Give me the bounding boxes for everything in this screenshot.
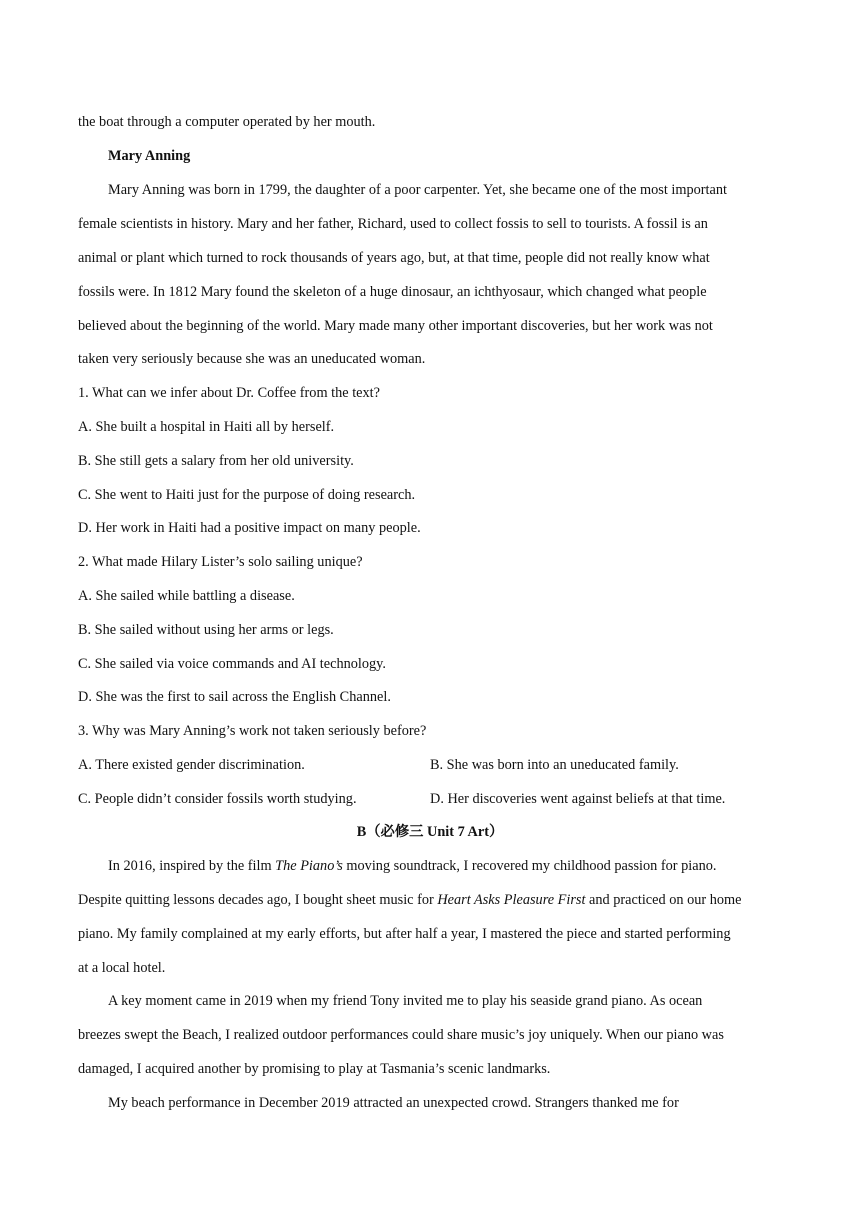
music-title: Heart Asks Pleasure First [437, 892, 586, 908]
paragraph-line: breezes swept the Beach, I realized outdoor performances could share music’s joy uniquely. When our piano was [78, 1027, 724, 1043]
paragraph-line: Mary Anning was born in 1799, the daughter of a poor carpenter. Yet, she became one of the most important [108, 182, 727, 198]
section-heading-mary-anning: Mary Anning [108, 148, 191, 164]
option-1b: B. She still gets a salary from her old university. [78, 453, 354, 469]
paragraph-line: A key moment came in 2019 when my friend Tony invited me to play his seaside grand piano. As ocean [108, 993, 703, 1009]
option-3c: C. People didn’t consider fossils worth studying. [78, 791, 357, 807]
option-3d: D. Her discoveries went against beliefs at that time. [430, 791, 726, 807]
section-b-heading: B（必修三 Unit 7 Art） [356, 824, 504, 840]
question-stem-2: 2. What made Hilary Lister’s solo sailing unique? [78, 554, 363, 570]
paragraph-line: fossils were. In 1812 Mary found the skeleton of a huge dinosaur, an ichthyosaur, which changed what people [78, 284, 707, 300]
paragraph-line: In 2016, inspired by the film The Piano’s moving soundtrack, I recovered my childhood passion for piano. [108, 858, 717, 874]
option-3a: A. There existed gender discrimination. [78, 757, 305, 773]
paragraph-line: female scientists in history. Mary and her father, Richard, used to collect fossis to sell to tourists. A fossil is an [78, 216, 708, 232]
option-3b: B. She was born into an uneducated family. [430, 757, 679, 773]
paragraph-line: the boat through a computer operated by her mouth. [78, 114, 376, 130]
option-2c: C. She sailed via voice commands and AI technology. [78, 656, 386, 672]
option-2d: D. She was the first to sail across the English Channel. [78, 689, 391, 705]
paragraph-line: Despite quitting lessons decades ago, I bought sheet music for Heart Asks Pleasure First and practiced on our home [78, 892, 742, 908]
option-1a: A. She built a hospital in Haiti all by herself. [78, 419, 335, 435]
paragraph-line: My beach performance in December 2019 attracted an unexpected crowd. Strangers thanked me for [108, 1095, 679, 1111]
question-stem-3: 3. Why was Mary Anning’s work not taken seriously before? [78, 723, 427, 739]
option-2a: A. She sailed while battling a disease. [78, 588, 295, 604]
film-title: The Piano’s [275, 858, 343, 874]
paragraph-line: animal or plant which turned to rock thousands of years ago, but, at that time, people did not really know what [78, 250, 710, 266]
option-1c: C. She went to Haiti just for the purpose of doing research. [78, 487, 416, 503]
paragraph-line: piano. My family complained at my early efforts, but after half a year, I mastered the piece and started performing [78, 926, 731, 942]
option-1d: D. Her work in Haiti had a positive impact on many people. [78, 520, 421, 536]
option-2b: B. She sailed without using her arms or legs. [78, 622, 334, 638]
question-stem-1: 1. What can we infer about Dr. Coffee from the text? [78, 385, 380, 401]
paragraph-line: at a local hotel. [78, 960, 166, 976]
paragraph-line: taken very seriously because she was an uneducated woman. [78, 351, 426, 367]
paragraph-line: believed about the beginning of the world. Mary made many other important discoveries, but her work was not [78, 318, 713, 334]
paragraph-line: damaged, I acquired another by promising to play at Tasmania’s scenic landmarks. [78, 1061, 551, 1077]
